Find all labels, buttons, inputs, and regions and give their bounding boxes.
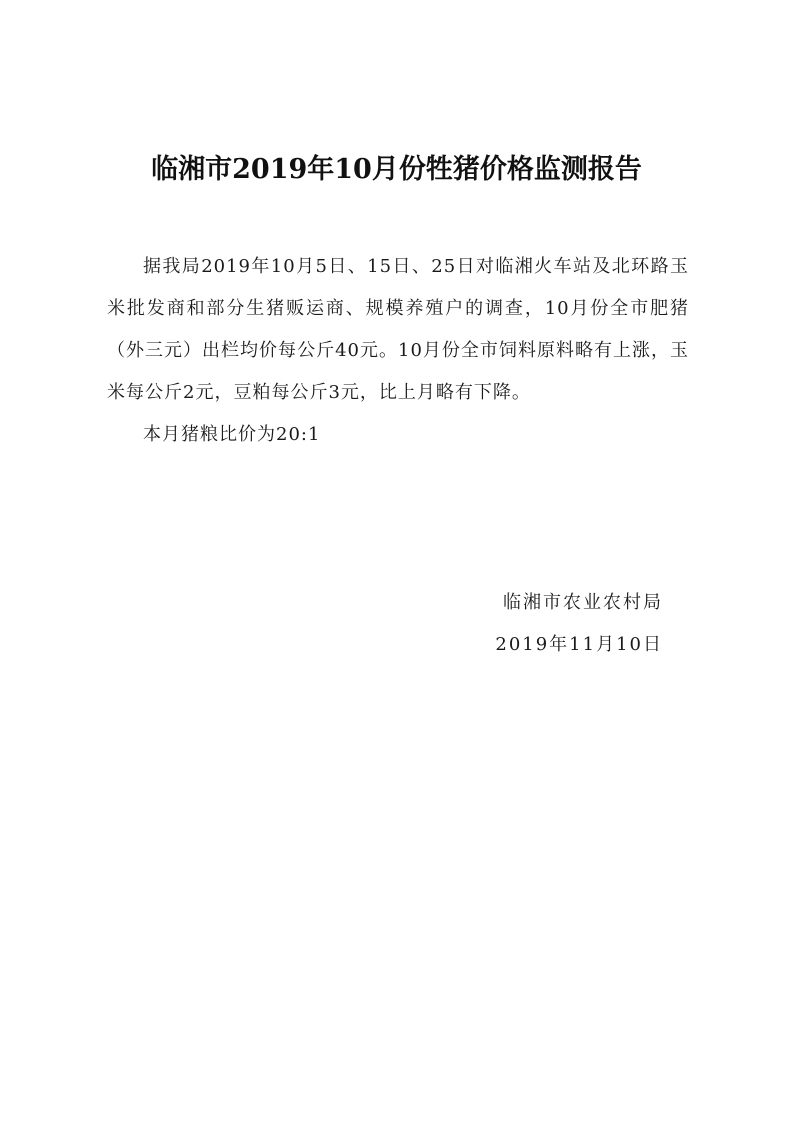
- document-body: [107, 246, 689, 456]
- document-title: 临湘市2019年10月份牲猪价格监测报告: [151, 154, 642, 185]
- body-paragraph-ratio: 本月猪粮比价为20:1: [143, 424, 321, 445]
- body-paragraph-survey: 据我局2019年10月5日、15日、25日对临湘火车站及北环路玉米批发商和部分生猪贩运商、规模养殖户的调查，10月份全市肥猪（外三元）出栏均价每公斤40元。10月份全市饲料原料略有上涨，玉米每公斤2元，豆粕每公斤3元，比上月略有下降。: [107, 256, 689, 403]
- signature-organization: 临湘市农业农村局: [503, 592, 663, 613]
- signature-date: 2019年11月10日: [495, 634, 663, 655]
- signature-block: [495, 582, 663, 666]
